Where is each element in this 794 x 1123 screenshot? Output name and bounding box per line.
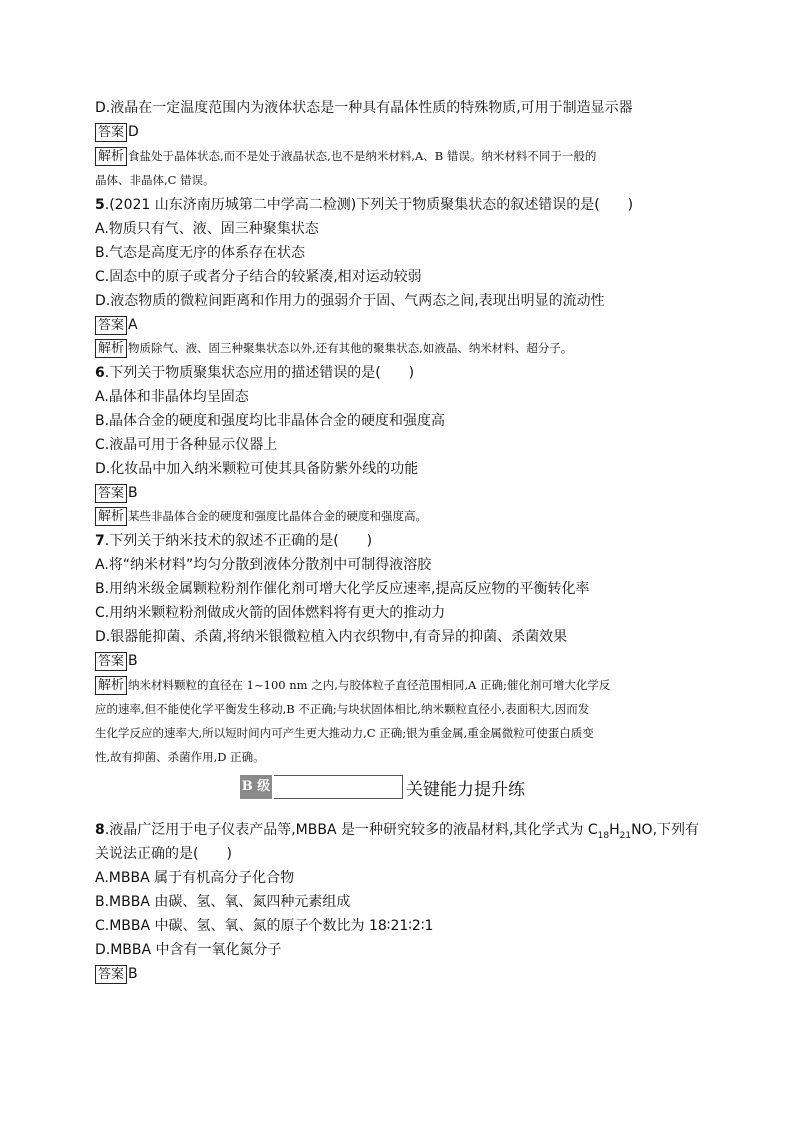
q6-explanation <box>95 507 427 526</box>
explanation-label: 解析 <box>95 676 127 695</box>
q7-explanation-cont-1: 应的速率,但不能使化学平衡发生移动,B 不正确;与块状固体相比,纳米颗粒直径小,表面积大,因而发 <box>95 702 590 716</box>
q5-option-d: D.液态物质的微粒间距离和作用力的强弱介于固、气两态之间,表现出明显的流动性 <box>95 293 605 309</box>
q8-stem-cont: 关说法正确的是( ) <box>95 846 232 862</box>
q4-explanation-cont: 晶体、非晶体,C 错误。 <box>95 173 215 187</box>
question-text: .液晶广泛用于电子仪表产品等,MBBA 是一种研究较多的液晶材料,其化学式为 C <box>104 822 598 838</box>
q6-option-a: A.晶体和非晶体均呈固态 <box>95 389 249 405</box>
question-text: .下列关于物质聚集状态应用的描述错误的是( ) <box>104 365 415 381</box>
answer-value: D <box>128 124 139 140</box>
q8-answer <box>95 964 138 984</box>
q6-option-b: B.晶体合金的硬度和强度均比非晶体合金的硬度和强度高 <box>95 413 446 429</box>
q4-option-d: D.液晶在一定温度范围内为液体状态是一种具有晶体性质的特殊物质,可用于制造显示器 <box>95 100 633 116</box>
answer-value: B <box>128 653 138 669</box>
q5-option-a: A.物质只有气、液、固三种聚集状态 <box>95 221 319 237</box>
question-number: 5 <box>95 197 105 213</box>
q8-option-d: D.MBBA 中含有一氧化氮分子 <box>95 942 282 958</box>
explanation-text: 物质除气、液、固三种聚集状态以外,还有其他的聚集状态,如液晶、纳米材料、超分子。 <box>128 341 573 355</box>
q5-explanation <box>95 339 572 358</box>
explanation-label: 解析 <box>95 339 127 358</box>
question-number: 6 <box>95 365 105 381</box>
q8-stem <box>95 820 699 846</box>
q8-option-b: B.MBBA 由碳、氢、氧、氮四种元素组成 <box>95 894 351 910</box>
q5-option-b: B.气态是高度无序的体系存在状态 <box>95 245 306 261</box>
answer-label: 答案 <box>95 484 127 503</box>
formula-h: H <box>609 822 620 838</box>
answer-value: B <box>128 485 138 501</box>
q4-explanation <box>95 147 596 166</box>
q8-option-a: A.MBBA 属于有机高分子化合物 <box>95 870 295 886</box>
question-text: .下列关于纳米技术的叙述不正确的是( ) <box>104 533 373 549</box>
q5-answer <box>95 315 138 335</box>
explanation-text: 纳米材料颗粒的直径在 1~100 nm 之内,与胶体粒子直径范围相同,A 正确;催化剂可增大化学反 <box>128 678 611 692</box>
section-level-badge: B 级 <box>240 775 272 799</box>
answer-label: 答案 <box>95 652 127 671</box>
question-text: .(2021 山东济南历城第二中学高二检测)下列关于物质聚集状态的叙述错误的是( ) <box>104 197 634 213</box>
q6-option-c: C.液晶可用于各种显示仪器上 <box>95 437 278 453</box>
q6-stem <box>95 363 414 383</box>
answer-label: 答案 <box>95 965 127 984</box>
q7-answer <box>95 651 138 671</box>
q7-option-d: D.银器能抑菌、杀菌,将纳米银微粒植入内衣织物中,有奇异的抑菌、杀菌效果 <box>95 629 568 645</box>
section-underline-box <box>274 775 403 799</box>
formula-subscript-c: 18 <box>597 830 610 841</box>
explanation-label: 解析 <box>95 507 127 526</box>
explanation-text: 某些非晶体合金的硬度和强度比晶体合金的硬度和强度高。 <box>128 509 428 523</box>
q7-option-c: C.用纳米颗粒粉剂做成火箭的固体燃料将有更大的推动力 <box>95 605 446 621</box>
q6-answer <box>95 483 138 503</box>
q7-explanation-cont-3: 性,故有抑菌、杀菌作用,D 正确。 <box>95 750 265 764</box>
q5-stem <box>95 195 633 215</box>
q8-option-c: C.MBBA 中碳、氢、氧、氮的原子个数比为 18∶21∶2∶1 <box>95 918 434 934</box>
answer-label: 答案 <box>95 316 127 335</box>
explanation-text: 食盐处于晶体状态,而不是处于液晶状态,也不是纳米材料,A、B 错误。纳米材料不同于一般的 <box>128 149 597 163</box>
question-text-end: NO,下列有 <box>631 822 700 838</box>
q7-explanation-cont-2: 生化学反应的速率大,所以短时间内可产生更大推动力,C 正确;银为重金属,重金属微粒可使蛋白质变 <box>95 726 594 740</box>
q4-answer <box>95 122 139 142</box>
formula-subscript-h: 21 <box>619 830 632 841</box>
question-number: 8 <box>95 822 105 838</box>
section-header-b <box>240 773 560 803</box>
q7-option-b: B.用纳米级金属颗粒粉剂作催化剂可增大化学反应速率,提高反应物的平衡转化率 <box>95 581 590 597</box>
section-title: 关键能力提升练 <box>406 780 525 800</box>
question-number: 7 <box>95 533 105 549</box>
q6-option-d: D.化妆品中加入纳米颗粒可使其具备防紫外线的功能 <box>95 461 419 477</box>
answer-value: B <box>128 966 138 982</box>
explanation-label: 解析 <box>95 147 127 166</box>
q7-explanation <box>95 676 610 695</box>
answer-label: 答案 <box>95 123 127 142</box>
answer-value: A <box>128 317 138 333</box>
q7-option-a: A.将“纳米材料”均匀分散到液体分散剂中可制得液溶胶 <box>95 557 432 573</box>
q7-stem <box>95 531 372 551</box>
q5-option-c: C.固态中的原子或者分子结合的较紧凑,相对运动较弱 <box>95 269 422 285</box>
